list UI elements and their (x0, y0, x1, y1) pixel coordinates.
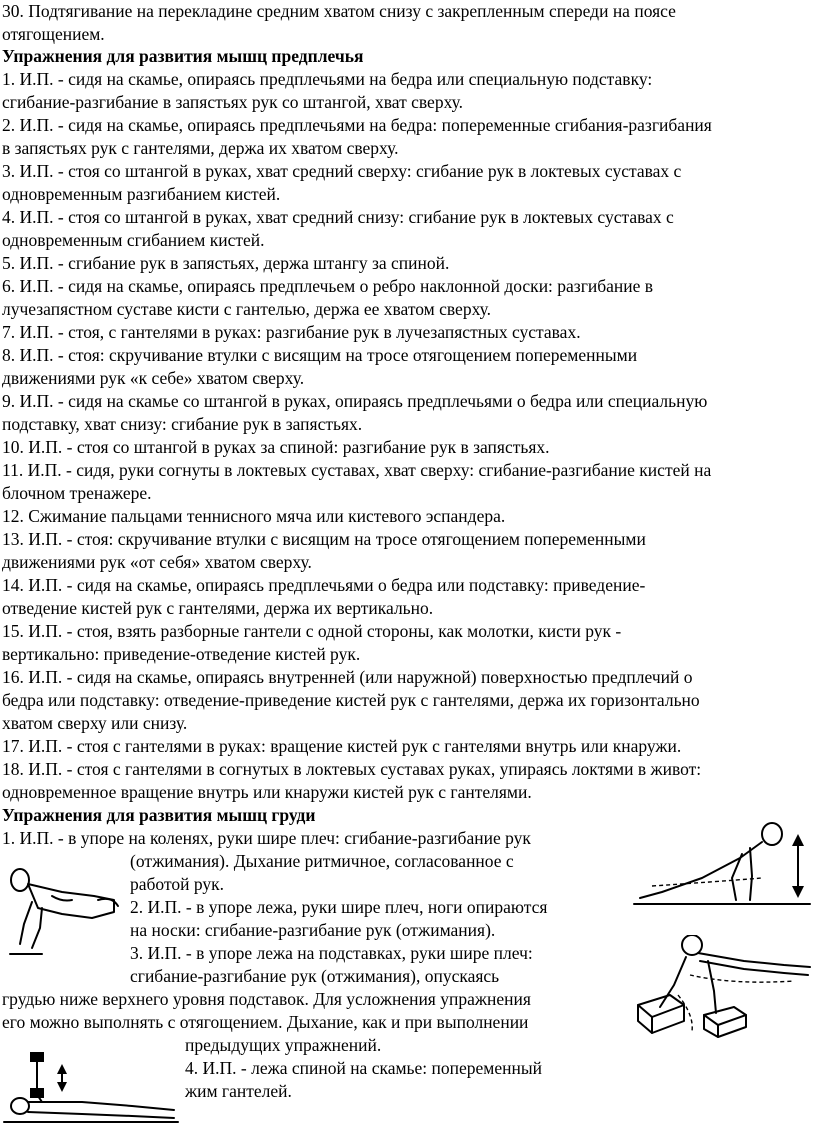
text-line: отведение кистей рук с гантелями, держа их вертикально. (2, 598, 434, 618)
text-line: лучезапястном суставе кисти с гантелью, держа ее хватом сверху. (2, 299, 492, 319)
text-line: 4. И.П. - стоя со штангой в руках, хват средний снизу: сгибание рук в локтевых суставах с (2, 207, 674, 227)
text-line: 1. И.П. - в упоре на коленях, руки шире плеч: сгибание-разгибание рук (2, 828, 531, 848)
text-line: 30. Подтягивание на перекладине средним хватом снизу с закрепленным спереди на поясе (2, 1, 676, 21)
text-line: 16. И.П. - сидя на скамье, опираясь внутренней (или наружной) поверхностью предплечий о (2, 667, 693, 687)
text-line: 17. И.П. - стоя с гантелями в руках: вращение кистей рук с гантелями внутрь или кнаружи. (2, 736, 682, 756)
text-line: одновременным разгибанием кистей. (2, 184, 281, 204)
kneeling-pushup-illustration (2, 862, 124, 960)
text-line: 8. И.П. - стоя: скручивание втулки с висящим на тросе отягощением попеременными (2, 345, 638, 365)
text-line: отягощением. (2, 24, 105, 44)
text-line: работой рук. (130, 874, 224, 894)
text-line: 3. И.П. - стоя со штангой в руках, хват средний сверху: сгибание рук в локтевых суставах с (2, 161, 682, 181)
text-line: движениями рук «от себя» хватом сверху. (2, 552, 312, 572)
text-line: 18. И.П. - стоя с гантелями в согнутых в локтевых суставах руках, упираясь локтями в живот: (2, 759, 702, 779)
text-line: сгибание-разгибание рук (отжимания), опускаясь (130, 966, 500, 986)
text-line: жим гантелей. (185, 1081, 292, 1101)
text-line: в запястьях рук с гантелями, держа их хватом сверху. (2, 138, 399, 158)
text-line: 4. И.П. - лежа спиной на скамье: попеременный (185, 1058, 542, 1078)
pushup-on-stands-illustration (634, 935, 814, 1039)
text-line: 1. И.П. - сидя на скамье, опираясь предплечьями на бедра или специальную подставку: (2, 69, 653, 89)
text-line: грудью ниже верхнего уровня подставок. Для усложнения упражнения (2, 989, 531, 1009)
text-line: блочном тренажере. (2, 483, 152, 503)
text-line: 11. И.П. - сидя, руки согнуты в локтевых суставах, хват сверху: сгибание-разгибание кистей на (2, 460, 712, 480)
text-line: 7. И.П. - стоя, с гантелями в руках: разгибание рук в лучезапястных суставах. (2, 322, 581, 342)
text-line: хватом сверху или снизу. (2, 713, 188, 733)
text-line: 5. И.П. - сгибание рук в запястьях, держа штангу за спиной. (2, 253, 450, 273)
text-line: 10. И.П. - стоя со штангой в руках за спиной: разгибание рук в запястьях. (2, 437, 550, 457)
text-line: 14. И.П. - сидя на скамье, опираясь предплечьями о бедра или подставку: приведение- (2, 575, 646, 595)
text-line: 2. И.П. - сидя на скамье, опираясь предплечьями на бедра: попеременные сгибания-разгибания (2, 115, 712, 135)
pushup-illustration (632, 820, 812, 912)
text-line: 6. И.П. - сидя на скамье, опираясь предплечьем о ребро наклонной доски: разгибание в (2, 276, 654, 296)
text-line: его можно выполнять с отягощением. Дыхание, как и при выполнении (2, 1012, 529, 1032)
text-line: подставку, хват снизу: сгибание рук в запястьях. (2, 414, 363, 434)
text-line: движениями рук «к себе» хватом сверху. (2, 368, 305, 388)
section-heading-chest: Упражнения для развития мышц груди (2, 805, 316, 825)
dumbbell-press-illustration (2, 1048, 180, 1126)
text-line: вертикально: приведение-отведение кистей рук. (2, 644, 361, 664)
text-line: одновременным сгибанием кистей. (2, 230, 265, 250)
text-line: 3. И.П. - в упоре лежа на подставках, руки шире плеч: (130, 943, 533, 963)
text-line: 12. Сжимание пальцами теннисного мяча или кистевого эспандера. (2, 506, 506, 526)
text-line: (отжимания). Дыхание ритмичное, согласованное с (130, 851, 514, 871)
text-line: 2. И.П. - в упоре лежа, руки шире плеч, ноги опираются (130, 897, 548, 917)
text-line: 13. И.П. - стоя: скручивание втулки с висящим на тросе отягощением попеременными (2, 529, 646, 549)
text-line: одновременное вращение внутрь или кнаружи кистей рук с гантелями. (2, 782, 532, 802)
text-line: на носки: сгибание-разгибание рук (отжимания). (130, 920, 496, 940)
text-line: бедра или подставку: отведение-приведение кистей рук с гантелями, держа их горизонтально (2, 690, 700, 710)
text-line: сгибание-разгибание в запястьях рук со штангой, хват сверху. (2, 92, 464, 112)
section-heading-forearm: Упражнения для развития мышц предплечья (2, 46, 364, 66)
text-line: 9. И.П. - сидя на скамье со штангой в руках, опираясь предплечьями о бедра или специальную (2, 391, 708, 411)
text-line: 15. И.П. - стоя, взять разборные гантели с одной стороны, как молотки, кисти рук - (2, 621, 622, 641)
text-line: предыдущих упражнений. (185, 1035, 382, 1055)
